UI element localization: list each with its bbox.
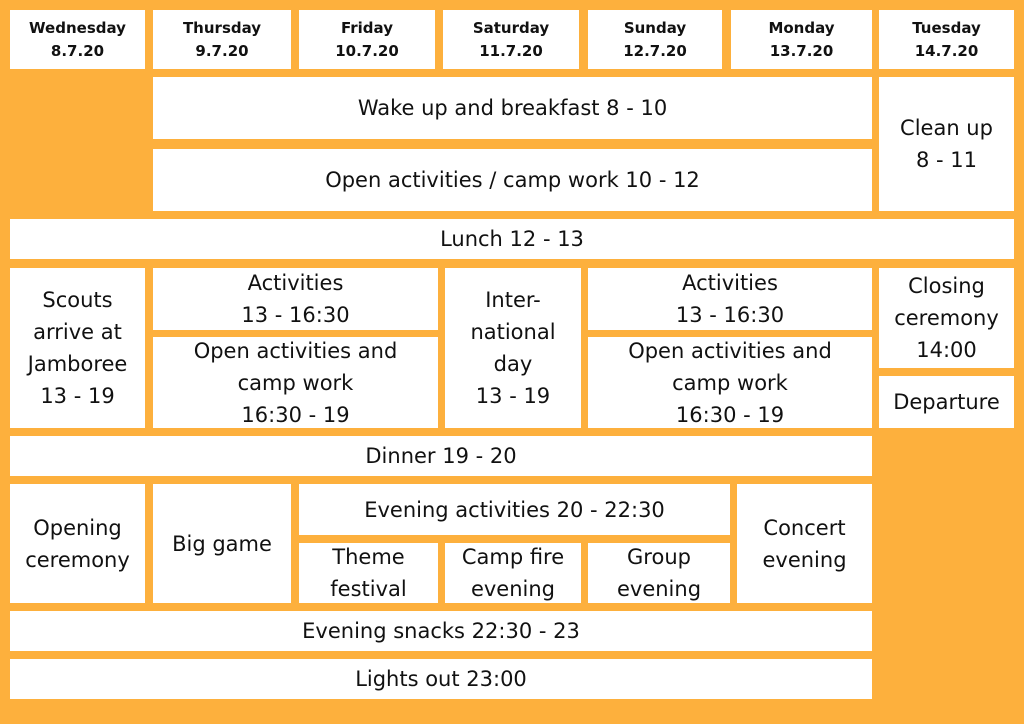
day-header-saturday [443, 10, 579, 69]
day-date: 12.7.20 [623, 41, 687, 60]
scouts-arrive-block: Scouts arrive at Jamboree 13 - 19 [10, 268, 145, 428]
day-date: 10.7.20 [335, 41, 399, 60]
open-camp-work-block-2: Open activities and camp work 16:30 - 19 [588, 337, 872, 428]
day-header-monday [731, 10, 872, 69]
day-date: 8.7.20 [50, 41, 105, 60]
day-date: 9.7.20 [195, 41, 249, 60]
evening-activities-block: Evening activities 20 - 22:30 [299, 484, 730, 535]
closing-ceremony-block: Closing ceremony 14:00 [879, 268, 1014, 368]
group-evening-block: Group evening [588, 543, 730, 603]
day-name: Friday [340, 18, 393, 37]
opening-ceremony-block: Opening ceremony [10, 484, 145, 603]
day-header-friday [299, 10, 435, 69]
day-name: Tuesday [912, 18, 981, 37]
day-date: 14.7.20 [914, 41, 979, 60]
camp-fire-evening-block: Camp fire evening [445, 543, 581, 603]
day-name: Wednesday [29, 18, 126, 37]
wake-up-block: Wake up and breakfast 8 - 10 [153, 77, 872, 139]
lights-out-block: Lights out 23:00 [10, 659, 872, 699]
international-day-block: Inter- national day 13 - 19 [445, 268, 581, 428]
day-header-wednesday [10, 10, 145, 69]
day-name: Sunday [623, 18, 687, 37]
day-header-sunday [588, 10, 722, 69]
evening-snacks-block: Evening snacks 22:30 - 23 [10, 611, 872, 651]
lunch-block: Lunch 12 - 13 [10, 219, 1014, 259]
activities-block-1: Activities 13 - 16:30 [153, 268, 438, 330]
concert-evening-block: Concert evening [737, 484, 872, 603]
big-game-block: Big game [153, 484, 291, 603]
day-name: Thursday [182, 18, 262, 37]
day-name: Saturday [472, 18, 550, 37]
clean-up-block: Clean up 8 - 11 [879, 77, 1014, 211]
day-header-thursday [153, 10, 291, 69]
open-camp-work-block-1: Open activities and camp work 16:30 - 19 [153, 337, 438, 428]
activities-block-2: Activities 13 - 16:30 [588, 268, 872, 330]
dinner-block: Dinner 19 - 20 [10, 436, 872, 476]
day-name: Monday [768, 18, 835, 37]
day-date: 13.7.20 [769, 41, 834, 60]
departure-block: Departure [879, 376, 1014, 428]
theme-festival-block: Theme festival [299, 543, 438, 603]
day-date: 11.7.20 [479, 41, 543, 60]
open-activities-morning-block: Open activities / camp work 10 - 12 [153, 149, 872, 211]
day-header-tuesday [879, 10, 1014, 69]
